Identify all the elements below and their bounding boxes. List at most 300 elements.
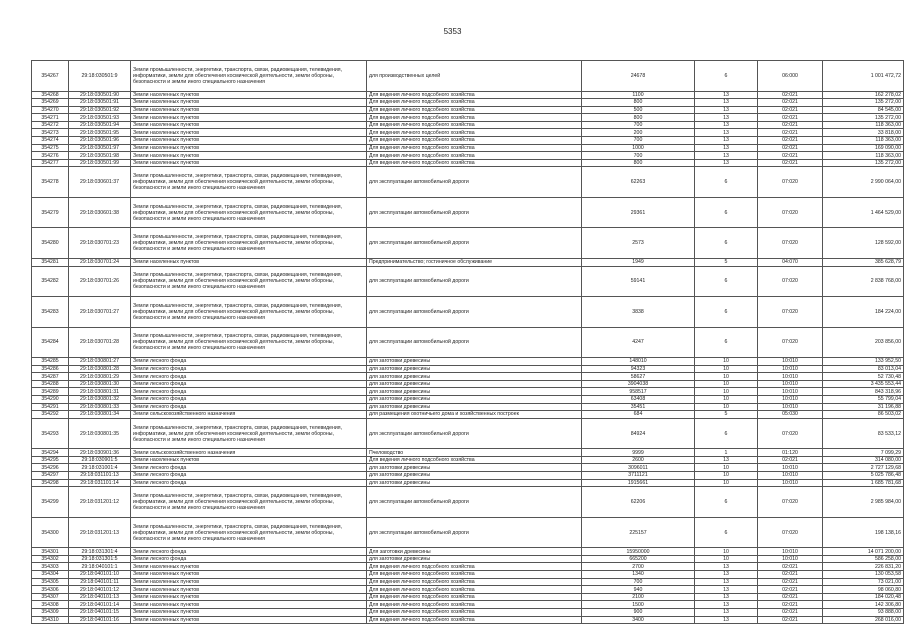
permitted-use-cell: для эксплуатации автомобильной дороги (367, 487, 582, 518)
area-cell: 3838 (582, 297, 695, 328)
group-number-cell: 13 (695, 571, 758, 579)
area-cell: 62263 (582, 167, 695, 198)
land-category-cell: Земли лесного фонда (131, 388, 367, 396)
table-row (32, 555, 904, 563)
group-number-cell: 6 (695, 266, 758, 297)
cadastral-value-cell: 98 060,80 (823, 586, 904, 594)
use-code-cell: 02:021 (758, 144, 823, 152)
row-number-cell: 354270 (32, 106, 69, 114)
table-row (32, 365, 904, 373)
land-category-cell: Земли населенных пунктов (131, 593, 367, 601)
cadastral-value-cell: 83 013,04 (823, 365, 904, 373)
land-category-cell: Земли населенных пунктов (131, 586, 367, 594)
permitted-use-cell: Для ведения личного подсобного хозяйства (367, 137, 582, 145)
permitted-use-cell: для заготовки древесины (367, 555, 582, 563)
cadastral-value-cell: 184 224,00 (823, 297, 904, 328)
row-number-cell: 354286 (32, 365, 69, 373)
table-row (32, 114, 904, 122)
table-row (32, 449, 904, 457)
use-code-cell: 07:020 (758, 197, 823, 228)
use-code-cell: 07:020 (758, 327, 823, 358)
group-number-cell: 13 (695, 563, 758, 571)
table-row (32, 228, 904, 259)
area-cell: 1949 (582, 258, 695, 266)
row-number-cell: 354274 (32, 137, 69, 145)
row-number-cell: 354283 (32, 297, 69, 328)
table-row (32, 129, 904, 137)
group-number-cell: 10 (695, 548, 758, 556)
group-number-cell: 10 (695, 388, 758, 396)
group-number-cell: 13 (695, 91, 758, 99)
land-category-cell: Земли промышленности, энергетики, транспорта, связи, радиовещания, телевидения, информатики, земли для обеспечения космической деятельности, земли обороны, безопасности и земли иного специального назначения (131, 517, 367, 548)
area-cell: 24678 (582, 61, 695, 92)
permitted-use-cell: для размещения охотничьего дома и хозяйственных построек (367, 411, 582, 419)
row-number-cell: 354280 (32, 228, 69, 259)
table-row (32, 396, 904, 404)
cadastral-number-cell: 29:18:030801:30 (69, 380, 131, 388)
table-body (32, 61, 904, 624)
use-code-cell: 10:010 (758, 396, 823, 404)
row-number-cell: 354291 (32, 403, 69, 411)
cadastral-number-cell: 29:18:030701:26 (69, 266, 131, 297)
area-cell: 148010 (582, 358, 695, 366)
area-cell: 1340 (582, 571, 695, 579)
cadastral-number-cell: 29:18:031201:13 (69, 517, 131, 548)
permitted-use-cell: для эксплуатации автомобильной дороги (367, 297, 582, 328)
land-category-cell: Земли населенных пунктов (131, 456, 367, 464)
cadastral-value-cell: 7 099,29 (823, 449, 904, 457)
row-number-cell: 354277 (32, 159, 69, 167)
cadastral-value-cell: 162 278,02 (823, 91, 904, 99)
group-number-cell: 13 (695, 601, 758, 609)
land-category-cell: Земли населенных пунктов (131, 601, 367, 609)
area-cell: 84924 (582, 418, 695, 449)
table-row (32, 144, 904, 152)
row-number-cell: 354308 (32, 601, 69, 609)
use-code-cell: 02:021 (758, 616, 823, 624)
row-number-cell: 354294 (32, 449, 69, 457)
area-cell: 1000 (582, 144, 695, 152)
permitted-use-cell: для заготовки древесины (367, 396, 582, 404)
permitted-use-cell: Для ведения личного подсобного хозяйства (367, 152, 582, 160)
group-number-cell: 13 (695, 144, 758, 152)
row-number-cell: 354309 (32, 609, 69, 617)
permitted-use-cell: Для ведения личного подсобного хозяйства (367, 99, 582, 107)
group-number-cell: 10 (695, 373, 758, 381)
land-category-cell: Земли промышленности, энергетики, транспорта, связи, радиовещания, телевидения, информатики, земли для обеспечения космической деятельности, земли обороны, безопасности и земли иного специального назначения (131, 418, 367, 449)
group-number-cell: 13 (695, 121, 758, 129)
group-number-cell: 6 (695, 61, 758, 92)
row-number-cell: 354292 (32, 411, 69, 419)
permitted-use-cell: Для ведения личного подсобного хозяйства (367, 106, 582, 114)
cadastral-value-cell: 1 464 529,00 (823, 197, 904, 228)
table-row (32, 380, 904, 388)
use-code-cell: 02:021 (758, 456, 823, 464)
cadastral-value-cell: 1 001 472,72 (823, 61, 904, 92)
cadastral-value-cell: 184 020,48 (823, 593, 904, 601)
use-code-cell: 02:021 (758, 114, 823, 122)
table-row (32, 563, 904, 571)
table-row (32, 91, 904, 99)
area-cell: 800 (582, 99, 695, 107)
land-category-cell: Земли населенных пунктов (131, 129, 367, 137)
use-code-cell: 01:120 (758, 449, 823, 457)
use-code-cell: 02:021 (758, 99, 823, 107)
land-category-cell: Земли населенных пунктов (131, 91, 367, 99)
use-code-cell: 10:010 (758, 373, 823, 381)
permitted-use-cell: для заготовки древесины (367, 388, 582, 396)
permitted-use-cell: Для ведения личного подсобного хозяйства (367, 91, 582, 99)
cadastral-number-cell: 29:18:030801:34 (69, 411, 131, 419)
use-code-cell: 02:021 (758, 91, 823, 99)
cadastral-number-cell: 29:18:040101:16 (69, 616, 131, 624)
row-number-cell: 354304 (32, 571, 69, 579)
group-number-cell: 10 (695, 555, 758, 563)
use-code-cell: 10:010 (758, 403, 823, 411)
permitted-use-cell: Для ведения личного подсобного хозяйства (367, 159, 582, 167)
land-category-cell: Земли лесного фонда (131, 472, 367, 480)
table-row (32, 403, 904, 411)
cadastral-number-cell: 29:18:031101:14 (69, 479, 131, 487)
area-cell: 58627 (582, 373, 695, 381)
area-cell: 900 (582, 609, 695, 617)
cadastral-number-cell: 29:18:030801:33 (69, 403, 131, 411)
cadastral-number-cell: 29:18:040101:12 (69, 586, 131, 594)
table-row (32, 464, 904, 472)
group-number-cell: 13 (695, 578, 758, 586)
cadastral-number-cell: 29:18:030501:97 (69, 144, 131, 152)
area-cell: 3711121 (582, 472, 695, 480)
land-category-cell: Земли населенных пунктов (131, 258, 367, 266)
permitted-use-cell: Для ведения личного подсобного хозяйства (367, 616, 582, 624)
table-row (32, 152, 904, 160)
use-code-cell: 07:020 (758, 297, 823, 328)
row-number-cell: 354269 (32, 99, 69, 107)
use-code-cell: 07:020 (758, 228, 823, 259)
cadastral-value-cell: 83 533,12 (823, 418, 904, 449)
cadastral-value-cell: 55 799,04 (823, 396, 904, 404)
group-number-cell: 10 (695, 365, 758, 373)
use-code-cell: 10:010 (758, 548, 823, 556)
cadastral-number-cell: 29:18:030801:35 (69, 418, 131, 449)
land-category-cell: Земли лесного фонда (131, 403, 367, 411)
row-number-cell: 354278 (32, 167, 69, 198)
cadastral-number-cell: 29:18:030501:99 (69, 159, 131, 167)
area-cell: 700 (582, 137, 695, 145)
use-code-cell: 02:021 (758, 586, 823, 594)
cadastral-value-cell: 128 592,00 (823, 228, 904, 259)
area-cell: 700 (582, 578, 695, 586)
row-number-cell: 354272 (32, 121, 69, 129)
cadastral-number-cell: 29:18:030501:94 (69, 121, 131, 129)
area-cell: 800 (582, 159, 695, 167)
table-row (32, 517, 904, 548)
cadastral-value-table (31, 60, 904, 624)
group-number-cell: 13 (695, 609, 758, 617)
cadastral-value-cell: 86 503,02 (823, 411, 904, 419)
cadastral-value-cell: 135 272,00 (823, 99, 904, 107)
row-number-cell: 354273 (32, 129, 69, 137)
permitted-use-cell: Для ведения личного подсобного хозяйства (367, 586, 582, 594)
cadastral-number-cell: 29:18:030501:95 (69, 129, 131, 137)
cadastral-value-cell: 14 071 200,00 (823, 548, 904, 556)
use-code-cell: 04:070 (758, 258, 823, 266)
use-code-cell: 10:010 (758, 365, 823, 373)
table-row (32, 388, 904, 396)
permitted-use-cell: Для ведения личного подсобного хозяйства (367, 114, 582, 122)
area-cell: 940 (582, 586, 695, 594)
area-cell: 700 (582, 152, 695, 160)
row-number-cell: 354303 (32, 563, 69, 571)
permitted-use-cell: для эксплуатации автомобильной дороги (367, 167, 582, 198)
area-cell: 1915661 (582, 479, 695, 487)
table-row (32, 121, 904, 129)
group-number-cell: 10 (695, 396, 758, 404)
land-category-cell: Земли населенных пунктов (131, 578, 367, 586)
table-row (32, 297, 904, 328)
group-number-cell: 10 (695, 472, 758, 480)
cadastral-number-cell: 29:18:040101:15 (69, 609, 131, 617)
group-number-cell: 6 (695, 327, 758, 358)
permitted-use-cell: для заготовки древесины (367, 358, 582, 366)
use-code-cell: 07:020 (758, 487, 823, 518)
land-category-cell: Земли лесного фонда (131, 479, 367, 487)
cadastral-value-cell: 586 258,00 (823, 555, 904, 563)
cadastral-number-cell: 29:18:030501:98 (69, 152, 131, 160)
table-row (32, 487, 904, 518)
permitted-use-cell: для эксплуатации автомобильной дороги (367, 266, 582, 297)
permitted-use-cell: для эксплуатации автомобильной дороги (367, 228, 582, 259)
permitted-use-cell: для эксплуатации автомобильной дороги (367, 327, 582, 358)
row-number-cell: 354279 (32, 197, 69, 228)
area-cell: 200 (582, 129, 695, 137)
cadastral-number-cell: 29:18:030501:93 (69, 114, 131, 122)
row-number-cell: 354305 (32, 578, 69, 586)
use-code-cell: 10:010 (758, 380, 823, 388)
use-code-cell: 07:020 (758, 266, 823, 297)
cadastral-value-cell: 2 838 768,00 (823, 266, 904, 297)
land-category-cell: Земли сельскохозяйственного назначения (131, 449, 367, 457)
group-number-cell: 13 (695, 159, 758, 167)
cadastral-value-cell: 93 888,00 (823, 609, 904, 617)
use-code-cell: 10:010 (758, 479, 823, 487)
row-number-cell: 354307 (32, 593, 69, 601)
cadastral-value-cell: 135 272,00 (823, 114, 904, 122)
cadastral-value-cell: 314 080,00 (823, 456, 904, 464)
group-number-cell: 10 (695, 358, 758, 366)
permitted-use-cell: Для ведения личного подсобного хозяйства (367, 593, 582, 601)
table-row (32, 578, 904, 586)
table-row (32, 358, 904, 366)
cadastral-number-cell: 29:18:040101:13 (69, 593, 131, 601)
row-number-cell: 354293 (32, 418, 69, 449)
land-category-cell: Земли населенных пунктов (131, 152, 367, 160)
group-number-cell: 1 (695, 449, 758, 457)
land-category-cell: Земли лесного фонда (131, 358, 367, 366)
area-cell: 59141 (582, 266, 695, 297)
group-number-cell: 6 (695, 228, 758, 259)
cadastral-number-cell: 29:18:030701:23 (69, 228, 131, 259)
use-code-cell: 07:020 (758, 167, 823, 198)
land-category-cell: Земли лесного фонда (131, 396, 367, 404)
permitted-use-cell: Для ведения личного подсобного хозяйства (367, 571, 582, 579)
cadastral-value-cell: 226 831,20 (823, 563, 904, 571)
area-cell: 63408 (582, 396, 695, 404)
land-category-cell: Земли сельскохозяйственного назначения (131, 411, 367, 419)
land-category-cell: Земли населенных пунктов (131, 99, 367, 107)
row-number-cell: 354302 (32, 555, 69, 563)
cadastral-value-cell: 2 990 064,00 (823, 167, 904, 198)
group-number-cell: 6 (695, 197, 758, 228)
area-cell: 800 (582, 114, 695, 122)
permitted-use-cell: Для ведения личного подсобного хозяйства (367, 121, 582, 129)
group-number-cell: 6 (695, 517, 758, 548)
row-number-cell: 354281 (32, 258, 69, 266)
permitted-use-cell: для заготовки древесины (367, 403, 582, 411)
use-code-cell: 02:021 (758, 152, 823, 160)
use-code-cell: 02:021 (758, 159, 823, 167)
cadastral-number-cell: 29:18:030701:28 (69, 327, 131, 358)
area-cell: 3400 (582, 616, 695, 624)
use-code-cell: 02:021 (758, 601, 823, 609)
cadastral-number-cell: 29:18:030501:91 (69, 99, 131, 107)
area-cell: 2600 (582, 456, 695, 464)
land-category-cell: Земли промышленности, энергетики, транспорта, связи, радиовещания, телевидения, информатики, земли для обеспечения космической деятельности, земли обороны, безопасности и земли иного специального назначения (131, 487, 367, 518)
group-number-cell: 5 (695, 411, 758, 419)
area-cell: 35451 (582, 403, 695, 411)
permitted-use-cell: для производственных целей (367, 61, 582, 92)
land-category-cell: Земли лесного фонда (131, 380, 367, 388)
table-row (32, 373, 904, 381)
permitted-use-cell: для эксплуатации автомобильной дороги (367, 418, 582, 449)
permitted-use-cell: Для ведения личного подсобного хозяйства (367, 609, 582, 617)
area-cell: 665200 (582, 555, 695, 563)
area-cell: 684 (582, 411, 695, 419)
permitted-use-cell: Для ведения личного подсобного хозяйства (367, 563, 582, 571)
group-number-cell: 6 (695, 487, 758, 518)
row-number-cell: 354301 (32, 548, 69, 556)
land-category-cell: Земли населенных пунктов (131, 144, 367, 152)
cadastral-value-cell: 203 856,00 (823, 327, 904, 358)
area-cell: 2573 (582, 228, 695, 259)
area-cell: 29361 (582, 197, 695, 228)
table-row (32, 99, 904, 107)
permitted-use-cell: Для заготовки древесины (367, 548, 582, 556)
table-row (32, 571, 904, 579)
table-row (32, 106, 904, 114)
permitted-use-cell: Для ведения личного подсобного хозяйства (367, 129, 582, 137)
cadastral-number-cell: 29:18:030801:27 (69, 358, 131, 366)
table-row (32, 266, 904, 297)
table-row (32, 616, 904, 624)
use-code-cell: 10:010 (758, 555, 823, 563)
cadastral-number-cell: 29:18:040101:1 (69, 563, 131, 571)
land-category-cell: Земли лесного фонда (131, 464, 367, 472)
cadastral-value-cell: 142 306,80 (823, 601, 904, 609)
area-cell: 500 (582, 106, 695, 114)
group-number-cell: 13 (695, 114, 758, 122)
land-category-cell: Земли промышленности, энергетики, транспорта, связи, радиовещания, телевидения, информатики, земли для обеспечения космической деятельности, земли обороны, безопасности и земли иного специального назначения (131, 228, 367, 259)
land-category-cell: Земли промышленности, энергетики, транспорта, связи, радиовещания, телевидения, информатики, земли для обеспечения космической деятельности, земли обороны, безопасности и земли иного специального назначения (131, 197, 367, 228)
land-category-cell: Земли населенных пунктов (131, 159, 367, 167)
use-code-cell: 05:030 (758, 411, 823, 419)
table-row (32, 472, 904, 480)
permitted-use-cell: для заготовки древесины (367, 479, 582, 487)
row-number-cell: 354310 (32, 616, 69, 624)
land-category-cell: Земли промышленности, энергетики, транспорта, связи, радиовещания, телевидения, информатики, земли для обеспечения космической деятельности, земли обороны, безопасности и земли иного специального назначения (131, 327, 367, 358)
page-number: 5353 (443, 27, 462, 36)
cadastral-value-cell: 73 021,00 (823, 578, 904, 586)
land-category-cell: Земли лесного фонда (131, 548, 367, 556)
land-category-cell: Земли населенных пунктов (131, 137, 367, 145)
cadastral-number-cell: 29:18:030501:90 (69, 91, 131, 99)
table-row (32, 479, 904, 487)
row-number-cell: 354271 (32, 114, 69, 122)
area-cell: 700 (582, 121, 695, 129)
use-code-cell: 02:021 (758, 563, 823, 571)
use-code-cell: 10:010 (758, 464, 823, 472)
group-number-cell: 13 (695, 129, 758, 137)
land-category-cell: Земли населенных пунктов (131, 609, 367, 617)
table-row (32, 197, 904, 228)
row-number-cell: 354299 (32, 487, 69, 518)
use-code-cell: 10:010 (758, 388, 823, 396)
area-cell: 2700 (582, 563, 695, 571)
cadastral-number-cell: 29:18:030701:24 (69, 258, 131, 266)
cadastral-number-cell: 29:18:030601:38 (69, 197, 131, 228)
group-number-cell: 10 (695, 464, 758, 472)
group-number-cell: 10 (695, 380, 758, 388)
cadastral-number-cell: 29:18:030801:29 (69, 373, 131, 381)
cadastral-value-cell: 843 318,96 (823, 388, 904, 396)
row-number-cell: 354284 (32, 327, 69, 358)
area-cell: 9999 (582, 449, 695, 457)
row-number-cell: 354289 (32, 388, 69, 396)
cadastral-value-cell: 52 730,48 (823, 373, 904, 381)
permitted-use-cell: Для ведения личного подсобного хозяйства (367, 601, 582, 609)
table-row (32, 586, 904, 594)
cadastral-number-cell: 29:18:030801:31 (69, 388, 131, 396)
land-category-cell: Земли населенных пунктов (131, 114, 367, 122)
group-number-cell: 13 (695, 456, 758, 464)
cadastral-number-cell: 29:18:030901:5 (69, 456, 131, 464)
permitted-use-cell: для эксплуатации автомобильной дороги (367, 197, 582, 228)
permitted-use-cell: для заготовки древесины (367, 373, 582, 381)
area-cell: 1500 (582, 601, 695, 609)
group-number-cell: 13 (695, 616, 758, 624)
table-row (32, 601, 904, 609)
area-cell: 2100 (582, 593, 695, 601)
group-number-cell: 13 (695, 152, 758, 160)
permitted-use-cell: Для ведения личного подсобного хозяйства (367, 578, 582, 586)
row-number-cell: 354275 (32, 144, 69, 152)
cadastral-value-cell: 33 818,00 (823, 129, 904, 137)
use-code-cell: 07:020 (758, 517, 823, 548)
permitted-use-cell: Пчеловодство (367, 449, 582, 457)
table-row (32, 411, 904, 419)
permitted-use-cell: для заготовки древесины (367, 365, 582, 373)
cadastral-value-cell: 118 363,00 (823, 137, 904, 145)
table-row (32, 609, 904, 617)
group-number-cell: 6 (695, 297, 758, 328)
cadastral-value-cell: 135 272,00 (823, 159, 904, 167)
area-cell: 225157 (582, 517, 695, 548)
table-row (32, 167, 904, 198)
permitted-use-cell: для эксплуатации автомобильной дороги (367, 517, 582, 548)
group-number-cell: 13 (695, 106, 758, 114)
cadastral-number-cell: 29:18:030801:32 (69, 396, 131, 404)
land-category-cell: Земли лесного фонда (131, 555, 367, 563)
